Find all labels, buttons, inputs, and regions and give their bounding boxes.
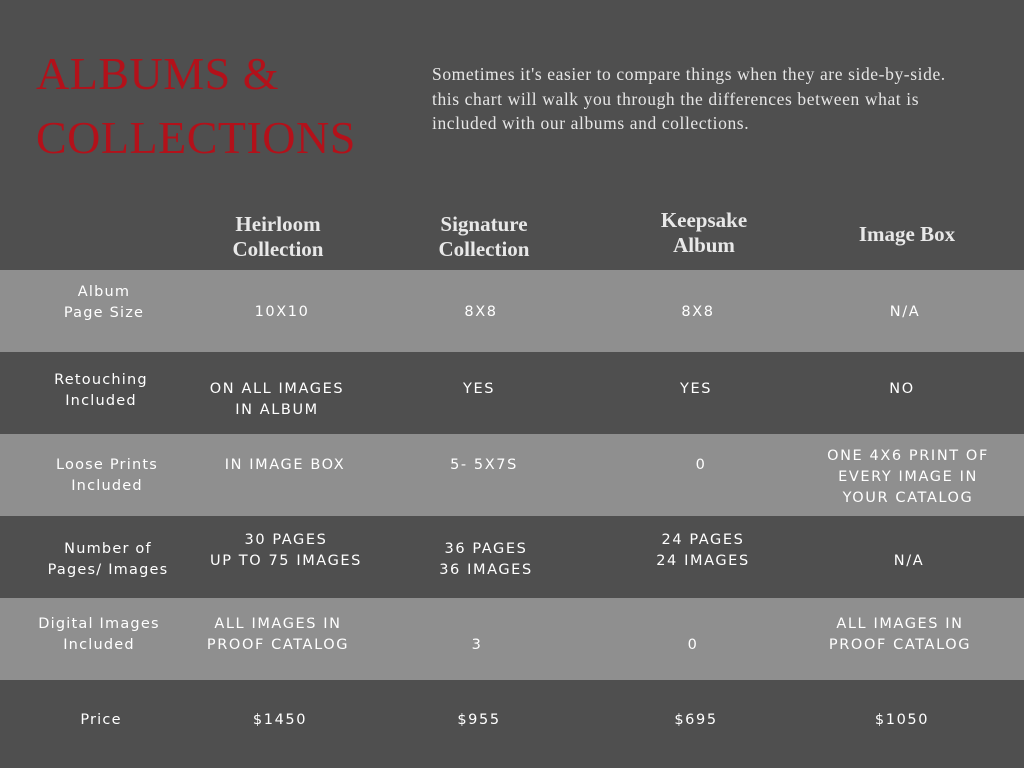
row-label-line: Album xyxy=(77,284,131,300)
table-row-pages-images xyxy=(0,516,1024,598)
table-cell xyxy=(596,379,796,400)
table-cell xyxy=(185,455,385,476)
row-label-line: Pages/ Images xyxy=(47,562,169,578)
cell-line: 10X10 xyxy=(254,304,310,320)
cell-line: YOUR CATALOG xyxy=(842,490,974,506)
column-header-image-box xyxy=(807,222,1007,247)
cell-line: ALL IMAGES IN xyxy=(214,616,342,632)
table-cell xyxy=(377,635,577,656)
cell-line: $955 xyxy=(457,712,501,728)
cell-line: ONE 4X6 PRINT OF xyxy=(827,448,989,464)
cell-line: UP TO 75 IMAGES xyxy=(210,553,362,569)
row-label xyxy=(26,370,176,412)
table-cell xyxy=(808,446,1008,509)
table-cell xyxy=(182,302,382,323)
table-cell xyxy=(381,302,581,323)
column-header-heirloom xyxy=(178,212,378,262)
table-cell xyxy=(809,551,1009,572)
cell-line: $695 xyxy=(674,712,718,728)
table-row-retouching xyxy=(0,352,1024,434)
table-cell xyxy=(802,379,1002,400)
cell-line: N/A xyxy=(893,553,925,569)
row-label-line: Loose Prints xyxy=(56,457,158,473)
cell-line: 0 xyxy=(687,637,699,653)
cell-line: 36 IMAGES xyxy=(439,562,533,578)
table-cell xyxy=(379,379,579,400)
table-cell xyxy=(603,530,803,572)
table-cell xyxy=(800,614,1000,656)
row-label-line: Digital Images xyxy=(38,616,160,632)
cell-line: NO xyxy=(889,381,915,397)
cell-line: YES xyxy=(462,381,496,397)
cell-line: ALL IMAGES IN xyxy=(836,616,964,632)
table-cell xyxy=(178,614,378,656)
table-cell xyxy=(802,710,1002,731)
cell-line: PROOF CATALOG xyxy=(206,637,350,653)
cell-line: YES xyxy=(679,381,713,397)
row-label xyxy=(29,282,179,324)
table-row-price xyxy=(0,680,1024,768)
row-label xyxy=(33,539,183,581)
column-header-line: Signature xyxy=(440,212,528,236)
row-label xyxy=(24,614,174,656)
cell-line: 8X8 xyxy=(681,304,715,320)
cell-line: 30 PAGES xyxy=(244,532,328,548)
cell-line: IN ALBUM xyxy=(235,402,319,418)
row-label-line: Price xyxy=(80,712,122,728)
table-cell xyxy=(384,455,584,476)
column-header-line: Heirloom xyxy=(235,212,321,236)
table-row-page-size xyxy=(0,270,1024,352)
row-label-line: Included xyxy=(71,478,143,494)
table-cell xyxy=(386,539,586,581)
table-cell xyxy=(593,635,793,656)
row-label xyxy=(26,710,176,731)
cell-line: 3 xyxy=(471,637,483,653)
cell-line: 0 xyxy=(695,457,707,473)
column-header-line: Keepsake xyxy=(660,208,748,232)
table-cell xyxy=(180,710,380,731)
table-cell xyxy=(379,710,579,731)
intro-text: Sometimes it's easier to compare things when they are side-by-side. this chart will walk you through the differences between what is included with our albums and collections. xyxy=(432,64,946,133)
cell-line: 8X8 xyxy=(464,304,498,320)
table-cell xyxy=(598,302,798,323)
page-title-line: COLLECTIONS xyxy=(36,112,356,163)
cell-line: IN IMAGE BOX xyxy=(224,457,346,473)
row-label-line: Number of xyxy=(64,541,152,557)
cell-line: 24 PAGES xyxy=(661,532,745,548)
cell-line: 24 IMAGES xyxy=(656,553,750,569)
column-header-keepsake xyxy=(604,208,804,258)
table-cell xyxy=(596,710,796,731)
cell-line: PROOF CATALOG xyxy=(828,637,972,653)
cell-line: $1050 xyxy=(874,712,930,728)
row-label-line: Included xyxy=(65,393,137,409)
page-title xyxy=(36,42,356,170)
column-header-line: Collection xyxy=(232,237,324,261)
cell-line: 5- 5X7S xyxy=(450,457,518,473)
column-header-line: Collection xyxy=(438,237,530,261)
cell-line: EVERY IMAGE IN xyxy=(838,469,978,485)
column-header-line: Image Box xyxy=(858,222,956,246)
column-header-signature xyxy=(384,212,584,262)
page-title-line: ALBUMS & xyxy=(36,48,279,99)
row-label xyxy=(32,455,182,497)
table-cell xyxy=(805,302,1005,323)
table-row-loose-prints xyxy=(0,434,1024,516)
cell-line: $1450 xyxy=(252,712,308,728)
row-label-line: Retouching xyxy=(54,372,148,388)
table-cell xyxy=(177,379,377,421)
table-cell xyxy=(601,455,801,476)
column-header-line: Album xyxy=(673,233,735,257)
row-label-line: Page Size xyxy=(63,305,145,321)
table-cell xyxy=(186,530,386,572)
row-label-line: Included xyxy=(63,637,135,653)
cell-line: ON ALL IMAGES xyxy=(209,381,345,397)
cell-line: 36 PAGES xyxy=(444,541,528,557)
cell-line: N/A xyxy=(889,304,921,320)
table-row-digital-images xyxy=(0,598,1024,680)
